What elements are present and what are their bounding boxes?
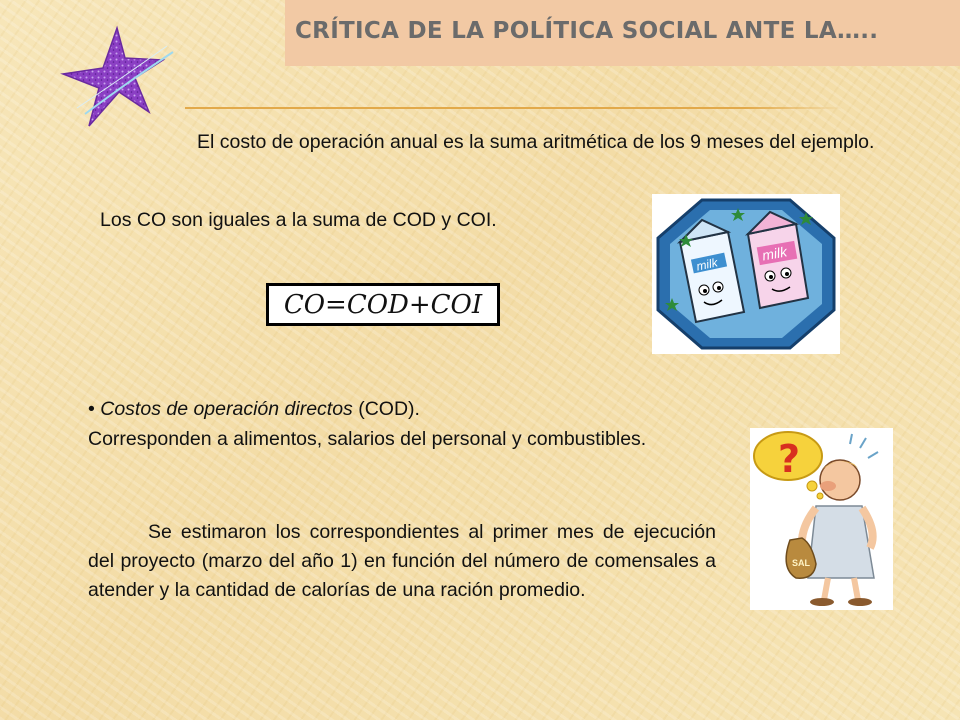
formula-box <box>266 283 500 326</box>
bullet-abbrev: (COD). <box>352 398 420 420</box>
title-underline-fade <box>745 107 845 109</box>
svg-text:?: ? <box>778 437 801 481</box>
slide-title: CRÍTICA DE LA POLÍTICA SOCIAL ANTE LA….. <box>295 18 879 44</box>
milk-cartons-illustration <box>652 194 840 354</box>
bullet-marker: • <box>88 398 95 420</box>
bullet-direct-costs <box>88 398 420 421</box>
paragraph-direct-costs: Corresponden a alimentos, salarios del personal y combustibles. <box>88 428 647 450</box>
thinking-man-illustration <box>750 428 893 610</box>
star-icon <box>55 22 190 132</box>
bullet-italic-term: Costos de operación directos <box>100 398 353 420</box>
paragraph-co-sum: Los CO son iguales a la suma de COD y COI. <box>100 209 497 231</box>
thought-bubble <box>754 432 823 499</box>
paragraph-annual-cost: El costo de operación anual es la suma aritmética de los 9 meses del ejemplo. <box>197 131 875 153</box>
svg-text:milk: milk <box>760 243 789 264</box>
paragraph-estimation: Se estimaron los correspondientes al primer mes de ejecución del proyecto (marzo del año 1) en función del número de comensales a atender y la cantidad de calorías de una ración promedio. <box>88 521 716 601</box>
title-underline <box>185 107 745 109</box>
svg-text:SAL: SAL <box>792 558 810 568</box>
formula-text: CO=COD+COI <box>283 289 483 320</box>
svg-text:milk: milk <box>695 255 719 274</box>
